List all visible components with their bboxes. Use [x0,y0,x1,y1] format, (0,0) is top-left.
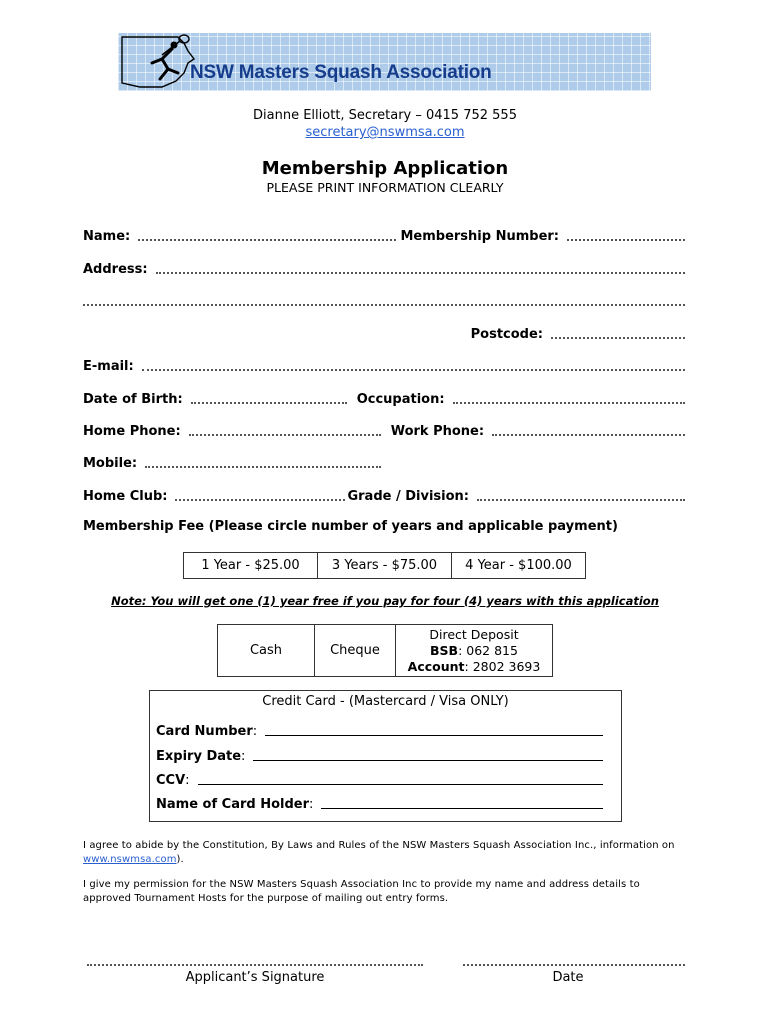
fee-note: Note: You will get one (1) year free if you pay for four (4) years with this application [111,594,659,608]
page-title: Membership Application [261,158,509,179]
holder-field[interactable] [321,808,603,809]
ccv-colon: : [185,773,190,788]
date-label: Date [552,970,584,985]
home-club-label: Home Club: [83,489,168,504]
card-number-row [156,724,603,739]
address-row [83,259,685,277]
page-subtitle: PLEASE PRINT INFORMATION CLEARLY [266,180,504,195]
expiry-field[interactable] [253,760,603,761]
address-label: Address: [83,262,148,277]
bsb-value: : 062 815 [458,642,518,658]
permission-paragraph: I give my permission for the NSW Masters Squash Association Inc to provide my name and address details to approved Tournament Hosts for the purpose of mailing out entry forms. [83,879,640,904]
phone-row [83,421,685,439]
account-label: Account [407,658,465,674]
credit-card-box [149,690,622,822]
membership-number-label: Membership Number: [400,229,559,244]
name-label: Name: [83,229,131,244]
address-line-2-row [83,291,685,309]
account-value: : 2802 3693 [464,658,541,674]
fee-option-3-years[interactable]: 3 Years - $75.00 [318,553,452,579]
payment-direct-deposit[interactable] [396,625,553,677]
holder-row [156,797,603,812]
expiry-colon: : [241,749,246,764]
occupation-label: Occupation: [356,392,445,407]
secretary-contact: Dianne Elliott, Secretary – 0415 752 555 [253,108,517,123]
expiry-label: Expiry Date [156,749,242,764]
mobile-label: Mobile: [83,456,138,471]
dob-row [83,389,685,407]
email-label: E-mail: [83,359,134,374]
postcode-row [83,324,685,342]
postcode-field[interactable] [551,336,685,339]
ccv-label: CCV [156,773,186,788]
club-row [83,486,685,504]
card-number-colon: : [252,724,258,739]
ccv-row [156,773,603,788]
fee-option-1-year[interactable]: 1 Year - $25.00 [184,553,318,579]
address-line-2-field[interactable] [83,303,685,306]
card-number-field[interactable] [265,735,603,736]
credit-card-title: Credit Card - (Mastercard / Visa ONLY) [262,694,509,709]
membership-number-field[interactable] [567,238,685,241]
secretary-email-link[interactable]: secretary@nswmsa.com [305,125,465,140]
card-number-label: Card Number [156,724,253,739]
expiry-row [156,749,603,764]
website-link[interactable]: www.nswmsa.com [83,854,177,865]
dob-label: Date of Birth: [83,392,183,407]
payment-method-table [217,624,553,677]
postcode-label: Postcode: [470,327,543,342]
occupation-field[interactable] [453,401,685,404]
payment-cheque[interactable]: Cheque [315,625,396,677]
address-field[interactable] [156,271,685,274]
dob-field[interactable] [191,401,347,404]
ccv-field[interactable] [198,784,603,785]
membership-fee-heading: Membership Fee (Please circle number of years and applicable payment) [83,519,618,534]
bsb-line [396,643,552,659]
agreement-text: I agree to abide by the Constitution, By Laws and Rules of the NSW Masters Squash Association Inc., information on [83,840,675,851]
direct-deposit-label: Direct Deposit [429,626,519,642]
association-logo-banner [118,33,651,91]
payment-cash[interactable]: Cash [218,625,315,677]
fee-options-table [183,552,586,579]
grade-field[interactable] [477,498,685,501]
account-line [396,659,552,675]
fee-option-4-years[interactable]: 4 Year - $100.00 [452,553,586,579]
applicant-signature-field[interactable] [87,963,423,966]
agreement-text-end: ). [176,854,184,865]
applicant-signature-label: Applicant’s Signature [185,970,325,985]
date-field[interactable] [463,963,685,966]
mobile-field[interactable] [145,465,381,468]
agreement-paragraph [83,839,683,867]
name-field[interactable] [138,238,396,241]
name-row [83,226,685,244]
holder-label: Name of Card Holder [156,797,310,812]
work-phone-field[interactable] [492,433,685,436]
holder-colon: : [309,797,314,812]
home-phone-label: Home Phone: [83,424,181,439]
work-phone-label: Work Phone: [390,424,485,439]
home-club-field[interactable] [175,498,345,501]
bsb-label: BSB [430,642,459,658]
email-row [83,356,685,374]
email-field[interactable] [142,368,685,371]
home-phone-field[interactable] [189,433,381,436]
mobile-row [83,453,685,471]
logo-text: NSW Masters Squash Association [190,62,492,83]
grade-label: Grade / Division: [347,489,470,504]
